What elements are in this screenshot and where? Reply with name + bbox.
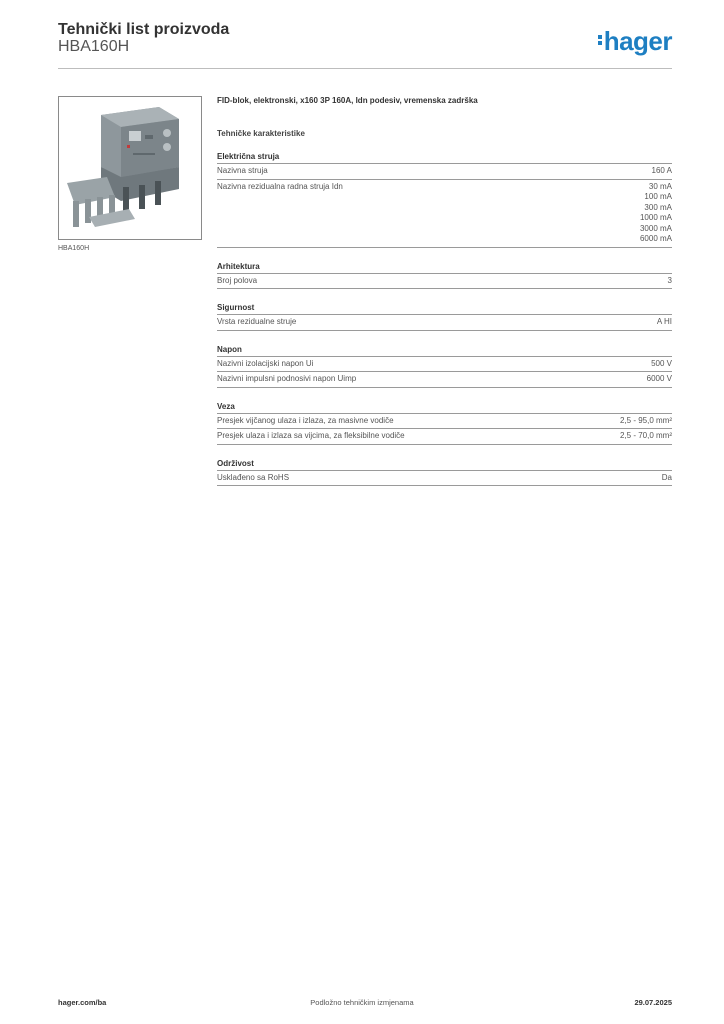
spec-value: [620, 416, 672, 427]
spec-value-line: 300 mA: [644, 202, 672, 212]
spec-section: [217, 303, 672, 331]
document-title: Tehnički list proizvoda: [58, 21, 230, 38]
hager-logo: [598, 26, 672, 57]
spec-label: Presjek vijčanog ulaza i izlaza, za masivne vodiče: [217, 415, 394, 425]
section-title: Električna struja: [217, 152, 672, 164]
spec-value-line: A HI: [656, 317, 672, 326]
logo-dots-icon: [598, 33, 603, 47]
footer-website: hager.com/ba: [58, 998, 107, 1007]
section-title: Veza: [217, 402, 672, 414]
spec-value: [668, 276, 672, 287]
logo-text: hager: [603, 26, 672, 56]
spec-section: [217, 459, 672, 487]
spec-label: Vrsta rezidualne struje: [217, 317, 297, 326]
spec-row: [217, 429, 672, 445]
spec-label: Usklađeno sa RoHS: [217, 472, 290, 482]
spec-content: [217, 96, 672, 486]
spec-value: [662, 473, 672, 484]
spec-value-line: 160 A: [651, 166, 672, 175]
spec-value-line: 30 mA: [648, 181, 672, 191]
spec-label: Broj polova: [217, 275, 258, 285]
spec-value-line: 2,5 - 95,0 mm²: [619, 415, 672, 425]
spec-label: Nazivna rezidualna radna struja Idn: [217, 181, 343, 191]
spec-value-line: 6000 V: [646, 374, 672, 383]
spec-row: [217, 164, 672, 180]
spec-sections: [217, 152, 672, 486]
spec-section: [217, 402, 672, 445]
spec-value-line: 1000 mA: [639, 213, 672, 222]
product-image: [58, 96, 202, 240]
spec-value-line: 500 V: [651, 358, 672, 368]
image-caption: HBA160H: [58, 245, 90, 252]
spec-value: [620, 431, 672, 442]
spec-label: Nazivni izolacijski napon Ui: [217, 358, 314, 368]
spec-row: [217, 372, 672, 388]
spec-value: [640, 182, 672, 245]
spec-value: [657, 317, 672, 328]
spec-value-line: 6000 mA: [639, 234, 672, 243]
section-title: Napon: [217, 345, 672, 357]
spec-label: Nazivna struja: [217, 166, 268, 175]
spec-value-line: 2,5 - 70,0 mm²: [619, 431, 672, 440]
spec-value-line: 100 mA: [644, 192, 672, 201]
spec-label: Nazivni impulsni podnosivi napon Uimp: [217, 374, 357, 383]
spec-value-line: 3: [667, 275, 672, 285]
spec-value-line: 3000 mA: [639, 223, 672, 233]
section-title: Arhitektura: [217, 262, 672, 274]
spec-row: [217, 414, 672, 430]
spec-section: [217, 345, 672, 388]
spec-value: [651, 359, 672, 370]
section-title: Sigurnost: [217, 303, 672, 315]
spec-value: [652, 166, 672, 177]
spec-row: [217, 274, 672, 290]
product-code: HBA160H: [58, 38, 130, 55]
spec-row: [217, 471, 672, 487]
spec-row: [217, 180, 672, 248]
tech-characteristics-heading: Tehničke karakteristike: [217, 129, 305, 138]
product-description: FID-blok, elektronski, x160 3P 160A, Idn podesiv, vremenska zadrška: [217, 96, 478, 105]
spec-row: [217, 357, 672, 373]
spec-label: Presjek ulaza i izlaza sa vijcima, za fleksibilne vodiče: [217, 431, 405, 440]
spec-value-line: Da: [661, 472, 672, 482]
rcd-block-illustration-icon: [59, 97, 201, 239]
footer-date: 29.07.2025: [634, 998, 672, 1007]
spec-value: [647, 374, 672, 385]
section-title: Održivost: [217, 459, 672, 471]
header-divider: [58, 68, 672, 69]
spec-section: [217, 262, 672, 290]
footer-notice: Podložno tehničkim izmjenama: [310, 998, 414, 1007]
spec-row: [217, 315, 672, 331]
spec-section: [217, 152, 672, 248]
